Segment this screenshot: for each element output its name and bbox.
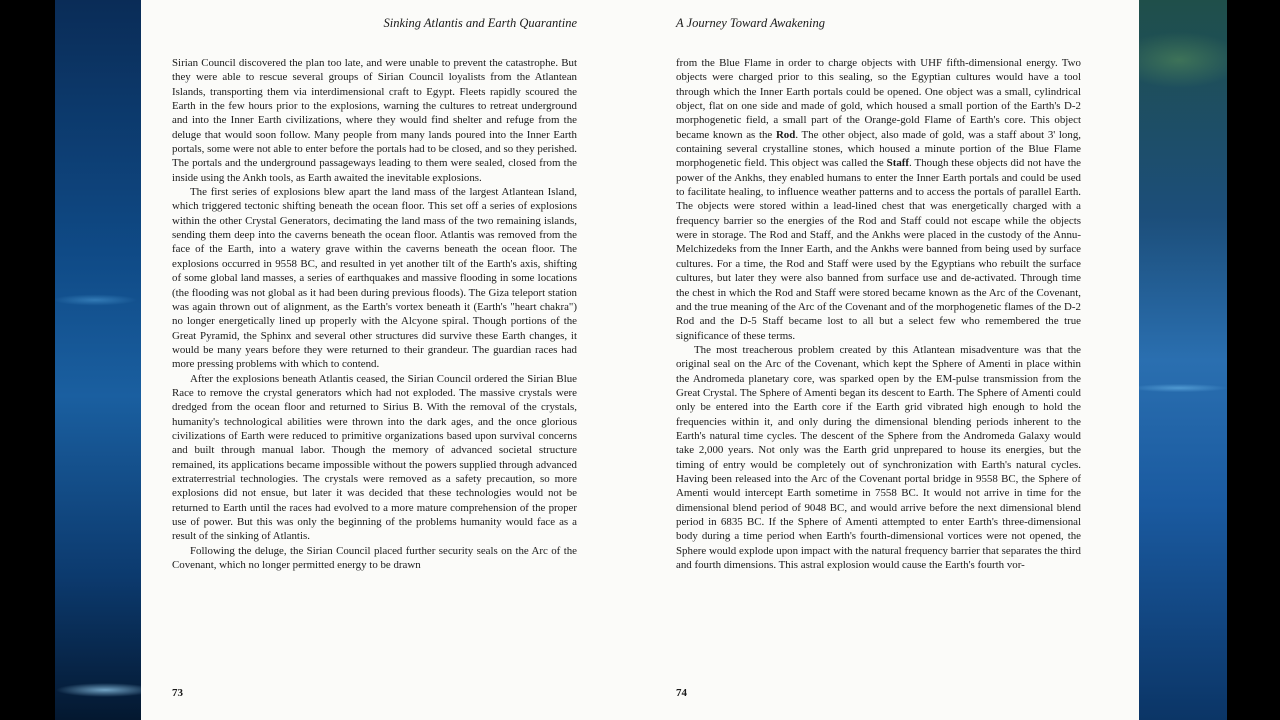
left-paragraph-1: Sirian Council discovered the plan too late, and were unable to prevent the catastrophe. But they were able to rescue several groups of Sirian Council loyalists from the Atlantean Islands, transporting them via interdimensional craft to Egypt. Fleets rapidly scoured the Earth in the few hours prior to the explosions, warning the cultures to retreat underground and into the Inner Earth civilizations, where they would find shelter and refuge from the deluge that would soon follow. Many people from many lands poured into the Inner Earth portals, some were not able to enter before the portals had to be closed, and so they perished. The portals and the underground passageways leading to them were sealed, closed from the inside using the Ankh tools, as Earth awaited the inevitable explosions. (172, 57, 577, 184)
right-page (676, 0, 1081, 720)
staff-term: Staff (886, 157, 910, 170)
right-paragraph-1-part-a: from the Blue Flame in order to charge objects with UHF fifth-dimensional energy. Two objects were charged prior to this sealing, so the Egyptian cultures would have a tool through which the Inner Earth portals could be opened. One object was a small, cylindrical object, flat on one side and made of gold, which housed a small portion of the Earth's D-2 morphogenetic field, a small part of the Orange-gold Flame of Earth's core. This object became known as the (676, 57, 1081, 141)
right-paragraph-1-part-b: . The other object, also made of gold, was a staff about 3' long, containing several crystalline stones, which housed a minute portion of the Blue Flame morphogenetic field. This object was called the (676, 128, 1081, 170)
left-paragraph-2: The first series of explosions blew apart the land mass of the largest Atlantean Island, which triggered tectonic shifting beneath the ocean floor. This set off a series of explosions within the other Crystal Generators, decimating the land mass of the two remaining islands, sending them deep into the caverns beneath the ocean floor. Atlantis was removed from the face of the Earth, into a watery grave within the caverns beneath the ocean floor. The explosions occurred in 9558 BC, and resulted in yet another tilt of the Earth's axis, shifting of some global land masses, a series of earthquakes and massive flooding in some locations (the flooding was not global as it had been during previous floods). The Giza teleport station was again thrown out of alignment, as the Earth's vortex beneath it (Earth's "heart chakra") no longer energetically lined up properly with the Alcyone spiral. Though portions of the Great Pyramid, the Sphinx and several other structures did survive these Earth changes, it would be many years before they were returned to their grandeur. The guardian races had more pressing problems with which to contend. (172, 186, 577, 371)
left-page (172, 0, 577, 720)
right-paragraph-1 (676, 56, 1081, 343)
right-paragraph-2: The most treacherous problem created by this Atlantean misadventure was that the original seal on the Arc of the Covenant, which kept the Sphere of Amenti in place within the Andromeda planetary core, was sparked open by the EM-pulse transmission from the Great Crystal. The Sphere of Amenti began its descent to Earth. The Sphere of Amenti could only be entered into the Earth core if the Earth grid vibrated high enough to hold the frequencies within it, and only during the dimensional blending periods inherent to the Earth's natural time cycles. The descent of the Sphere from the Andromeda Galaxy would take 2,000 years. Not only was the Earth grid unprepared to house its energies, but the timing of entry would be completely out of synchronization with Earth's natural cycles. Having been released into the Arc of the Covenant portal bridge in 9558 BC, the Sphere of Amenti would intercept Earth sometime in 7558 BC. It would not arrive in time for the dimensional blend period of 9048 BC, and would arrive before the next dimensional blend period in 6835 BC. If the Sphere of Amenti attempted to enter Earth's three-dimensional body during a time period when Earth's fourth-dimensional vortices were not opened, the Sphere would explode upon impact with the natural frequency barrier that separates the third and fourth dimensions. This astral explosion would cause the Earth's fourth vor- (676, 343, 1081, 572)
rod-term: Rod (775, 128, 796, 141)
background-right-panel (1139, 0, 1227, 720)
right-page-body (676, 56, 1081, 572)
right-running-head: A Journey Toward Awakening (676, 16, 825, 30)
right-page-number: 74 (676, 687, 687, 699)
book-spread (141, 0, 1139, 720)
left-paragraph-4: Following the deluge, the Sirian Council placed further security seals on the Arc of the Covenant, which no longer permitted energy to be drawn (172, 544, 577, 572)
left-page-body (172, 56, 577, 572)
background-left-panel (55, 0, 141, 720)
left-page-number: 73 (172, 687, 183, 699)
left-running-head: Sinking Atlantis and Earth Quarantine (383, 16, 577, 30)
right-paragraph-1-part-c: . Though these objects did not have the power of the Ankhs, they enabled humans to enter the Inner Earth portals and could be used to facilitate healing, to influence weather patterns and to access the portals of parallel Earth. The objects were stored within a lead-lined chest that was energetically charged with a frequency barrier so the energies of the Rod and Staff could not escape while the objects were in storage. The Rod and Staff, and the Ankhs were placed in the custody of the Annu-Melchizedeks from the Inner Earth, and the Ankhs were banned from being used by surface cultures. For a time, the Rod and Staff were used by the Egyptians who rebuilt the surface cultures, but later they were also banned from surface use and de-activated. Through time the chest in which the Rod and Staff were stored became known as the Arc of the Covenant, and the true meaning of the Arc of the Covenant and of the morphogenetic flames of the D-2 Rod and the D-5 Staff became lost to all but a select few who remembered the true significance of these terms. (676, 157, 1082, 342)
left-paragraph-3: After the explosions beneath Atlantis ceased, the Sirian Council ordered the Sirian Blue Race to remove the crystal generators which had not exploded. The massive crystals were dredged from the ocean floor and returned to Sirius B. With the removal of the crystals, humanity's technological abilities were thrown into the dark ages, and the once glorious civilizations of Earth were reduced to primitive organizations based upon survival concerns and built through manual labor. Though the memory of advanced societal structure remained, its applications became impossible without the powers supplied through advanced extraterrestrial technologies. The crystals were removed as a safety precaution, so more explosions did not ensue, but later it was decided that these technologies would not be returned to Earth until the races had evolved to a more mature comprehension of the proper use of power. But this was only the beginning of the problems humanity would face as a result of the sinking of Atlantis. (172, 372, 577, 543)
